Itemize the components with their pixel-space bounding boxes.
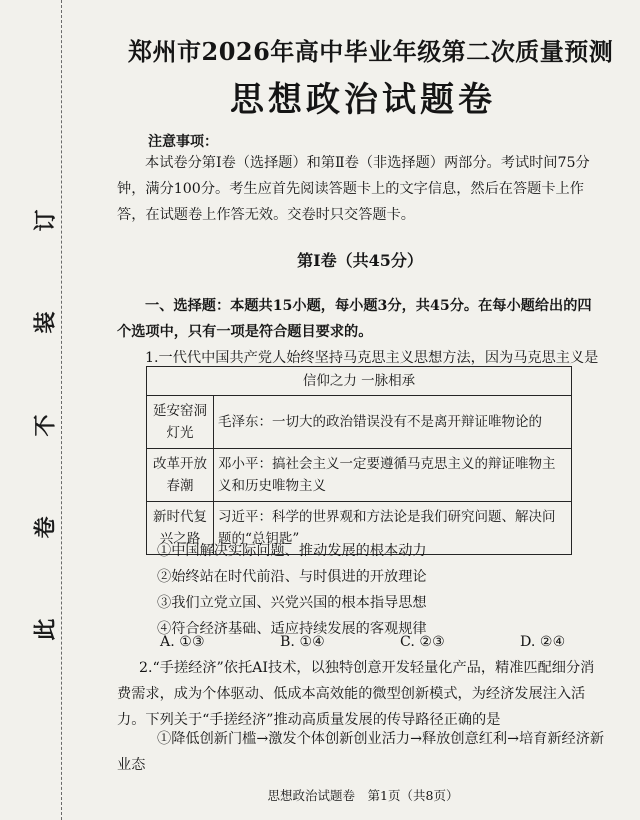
section-title: 第Ⅰ卷（共45分） — [297, 251, 423, 270]
binding-char: 此 — [33, 618, 59, 641]
option-item: ④符合经济基础、适应持续发展的客观规律 — [157, 621, 427, 637]
binding-margin-text — [29, 205, 59, 645]
binding-dashed-line — [61, 0, 62, 820]
binding-char: 卷 — [33, 516, 59, 539]
table-quote-cell: 邓小平：搞社会主义一定要遵循马克思主义的辩证唯物主义和历史唯物主义 — [214, 449, 572, 502]
table-era-cell: 改革开放春潮 — [147, 449, 214, 502]
notice-body: 本试卷分第Ⅰ卷（选择题）和第Ⅱ卷（非选择题）两部分。考试时间75分钟，满分100分。考生应首先阅读答题卡上的文字信息，然后在答题卡上作答，在试题卷上作答无效。交卷时只交答题卡。 — [117, 155, 590, 223]
page-footer: 思想政治试题卷 第1页（共8页） — [267, 788, 459, 803]
quote-table — [146, 366, 572, 555]
table-row — [147, 449, 572, 502]
option-item: ②始终站在时代前沿、与时俱进的开放理论 — [157, 569, 427, 585]
option-item: ③我们立党立国、兴党兴国的根本指导思想 — [157, 595, 427, 611]
question-2-stem: 2.“手搓经济”依托AI技术，以独特创意开发轻量化产品，精准匹配细分消费需求，成为个体驱动、低成本高效能的微型创新模式，为经济发展注入活力。下列关于“手搓经济”推动高质量发展的传导路径正确的是 — [117, 660, 595, 728]
choice-b: B. ①④ — [280, 634, 325, 650]
choice-c: C. ②③ — [400, 634, 445, 650]
binding-char: 订 — [33, 209, 59, 232]
choice-a: A. ①③ — [160, 634, 205, 650]
binding-char: 装 — [33, 311, 59, 334]
section-instructions: 一、选择题：本题共15小题，每小题3分，共45分。在每小题给出的四个选项中，只有一项是符合题目要求的。 — [117, 298, 592, 340]
table-quote-cell: 习近平：科学的世界观和方法论是我们研究问题、解决问题的“总钥匙” — [214, 502, 572, 555]
question-1-stem: 1.一代代中国共产党人始终坚持马克思主义思想方法，因为马克思主义是 — [145, 350, 599, 366]
notice-heading: 注意事项： — [148, 134, 218, 150]
table-era-cell: 新时代复兴之路 — [147, 502, 214, 555]
table-era-cell: 延安窑洞灯光 — [147, 396, 214, 449]
exam-title: 郑州市2026年高中毕业年级第二次质量预测 — [128, 37, 614, 66]
question-1-options — [157, 538, 597, 642]
option-item: ①中国解决实际问题、推动发展的根本动力 — [157, 543, 427, 559]
table-quote-cell: 毛泽东：一切大的政治错误没有不是离开辩证唯物论的 — [214, 396, 572, 449]
question-1-choices — [160, 634, 580, 650]
table-row — [147, 396, 572, 449]
exam-subject-title: 思想政治试题卷 — [230, 80, 496, 120]
question-2-option-1: ①降低创新门槛→激发个体创新创业活力→释放创意红利→培育新经济新业态 — [117, 731, 605, 773]
choice-d: D. ②④ — [520, 634, 566, 650]
table-header: 信仰之力 一脉相承 — [147, 367, 572, 396]
table-header-row — [147, 367, 572, 396]
binding-char: 不 — [33, 413, 59, 437]
